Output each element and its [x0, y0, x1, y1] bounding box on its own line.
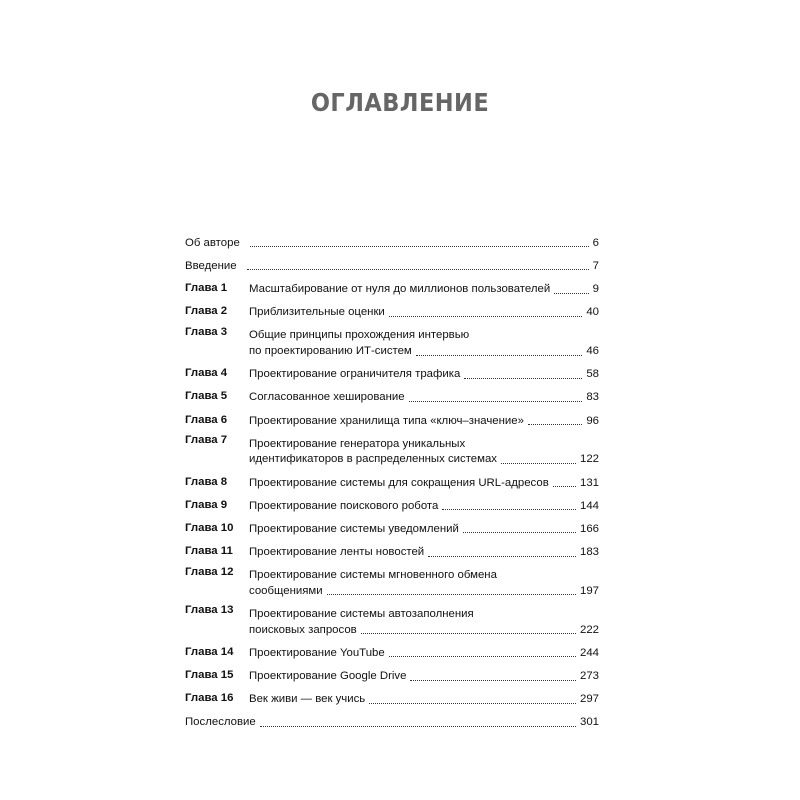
dot-leader	[389, 656, 576, 657]
toc-page-number: 297	[579, 693, 599, 706]
dot-leader	[554, 293, 588, 294]
toc-entry-title: Проектирование системы уведомлений	[249, 522, 459, 535]
toc-page-number: 244	[579, 646, 599, 659]
toc-row[interactable]	[185, 514, 599, 537]
chapter-label: Глава 8	[185, 475, 228, 488]
toc-entry-title: Проектирование системы для сокращения URL-адресов	[249, 476, 549, 489]
toc-entry-title: Век живи — век учись	[249, 693, 366, 706]
chapter-label: Глава 10	[185, 521, 234, 534]
chapter-label: Глава 13	[185, 604, 234, 617]
dot-leader	[369, 703, 576, 704]
toc-entry-title: Приблизительные оценки	[249, 306, 385, 319]
toc-row[interactable]	[185, 599, 599, 638]
dot-leader	[464, 378, 582, 379]
toc-entry-title: Общие принципы прохождения интервью	[249, 329, 470, 342]
toc-page-number: 144	[579, 499, 599, 512]
table-of-contents	[185, 228, 599, 731]
toc-page-number: 301	[579, 716, 599, 729]
toc-page-number: 6	[592, 236, 599, 249]
dot-leader	[528, 424, 582, 425]
dot-leader	[389, 316, 583, 317]
chapter-label: Глава 6	[185, 413, 228, 426]
chapter-label: Глава 5	[185, 390, 228, 403]
toc-entry-title: Об авторе	[185, 236, 240, 249]
toc-row[interactable]	[185, 708, 599, 731]
dot-leader	[327, 594, 576, 595]
toc-page-number: 122	[579, 453, 599, 466]
toc-entry-title: Согласованное хеширование	[249, 391, 405, 404]
toc-entry-title: Проектирование хранилища типа «ключ–значение»	[249, 414, 524, 427]
dot-leader	[260, 726, 576, 727]
toc-entry-title: Введение	[185, 259, 237, 272]
toc-page-number: 166	[579, 522, 599, 535]
dot-leader	[416, 355, 583, 356]
dot-leader	[361, 633, 576, 634]
dot-leader	[553, 486, 576, 487]
toc-row[interactable]	[185, 298, 599, 321]
chapter-label: Глава 9	[185, 498, 228, 511]
chapter-label: Глава 12	[185, 565, 234, 578]
toc-row[interactable]	[185, 251, 599, 274]
dot-leader	[247, 269, 589, 270]
toc-page-number: 83	[586, 391, 599, 404]
toc-entry-title: Проектирование YouTube	[249, 646, 385, 659]
chapter-label: Глава 16	[185, 692, 234, 705]
chapter-label: Глава 14	[185, 645, 234, 658]
chapter-label: Глава 3	[185, 325, 228, 338]
toc-page-number: 183	[579, 546, 599, 559]
toc-row[interactable]	[185, 383, 599, 406]
toc-entry-title-continued: сообщениями	[249, 584, 323, 597]
toc-page-number: 7	[592, 259, 599, 272]
toc-row[interactable]	[185, 228, 599, 251]
chapter-label: Глава 15	[185, 669, 234, 682]
dot-leader	[463, 532, 576, 533]
toc-entry-title: Проектирование генератора уникальных	[249, 437, 466, 450]
toc-entry-title-continued: поисковых запросов	[249, 623, 357, 636]
toc-page-number: 96	[586, 414, 599, 427]
chapter-label: Глава 2	[185, 305, 228, 318]
toc-row[interactable]	[185, 638, 599, 661]
toc-page-number: 273	[579, 670, 599, 683]
toc-entry-title-continued: по проектированию ИТ-систем	[249, 344, 412, 357]
dot-leader	[409, 401, 583, 402]
toc-row[interactable]	[185, 274, 599, 297]
toc-entry-title: Проектирование ограничителя трафика	[249, 368, 461, 381]
dot-leader	[250, 246, 589, 247]
toc-entry-title: Послесловие	[185, 716, 256, 729]
toc-row[interactable]	[185, 491, 599, 514]
toc-entry-title: Проектирование системы автозаполнения	[249, 608, 474, 621]
toc-entry-title: Проектирование поискового робота	[249, 499, 439, 512]
chapter-label: Глава 1	[185, 281, 228, 294]
toc-page-number: 131	[579, 476, 599, 489]
toc-entry-title: Проектирование ленты новостей	[249, 546, 425, 559]
chapter-label: Глава 11	[185, 545, 233, 558]
toc-page-number: 9	[592, 282, 599, 295]
toc-entry-title: Проектирование Google Drive	[249, 670, 407, 683]
dot-leader	[410, 680, 576, 681]
dot-leader	[501, 463, 576, 464]
toc-page-number: 40	[586, 306, 599, 319]
toc-row[interactable]	[185, 429, 599, 468]
chapter-label: Глава 4	[185, 367, 228, 380]
toc-row[interactable]	[185, 661, 599, 684]
toc-row[interactable]	[185, 561, 599, 600]
toc-page-number: 222	[579, 623, 599, 636]
toc-row[interactable]	[185, 537, 599, 560]
toc-entry-title: Проектирование системы мгновенного обмена	[249, 569, 497, 582]
chapter-label: Глава 7	[185, 434, 228, 447]
toc-entry-title: Масштабирование от нуля до миллионов пользователей	[249, 282, 551, 295]
toc-row[interactable]	[185, 321, 599, 360]
toc-row[interactable]	[185, 685, 599, 708]
page-title: ОГЛАВЛЕНИЕ	[310, 88, 490, 117]
dot-leader	[428, 556, 576, 557]
toc-entry-title-continued: идентификаторов в распределенных системах	[249, 453, 497, 466]
toc-page-number: 46	[586, 344, 599, 357]
toc-row[interactable]	[185, 406, 599, 429]
dot-leader	[442, 509, 576, 510]
toc-page-number: 197	[579, 584, 599, 597]
toc-row[interactable]	[185, 360, 599, 383]
toc-row[interactable]	[185, 468, 599, 491]
toc-page-number: 58	[586, 368, 599, 381]
